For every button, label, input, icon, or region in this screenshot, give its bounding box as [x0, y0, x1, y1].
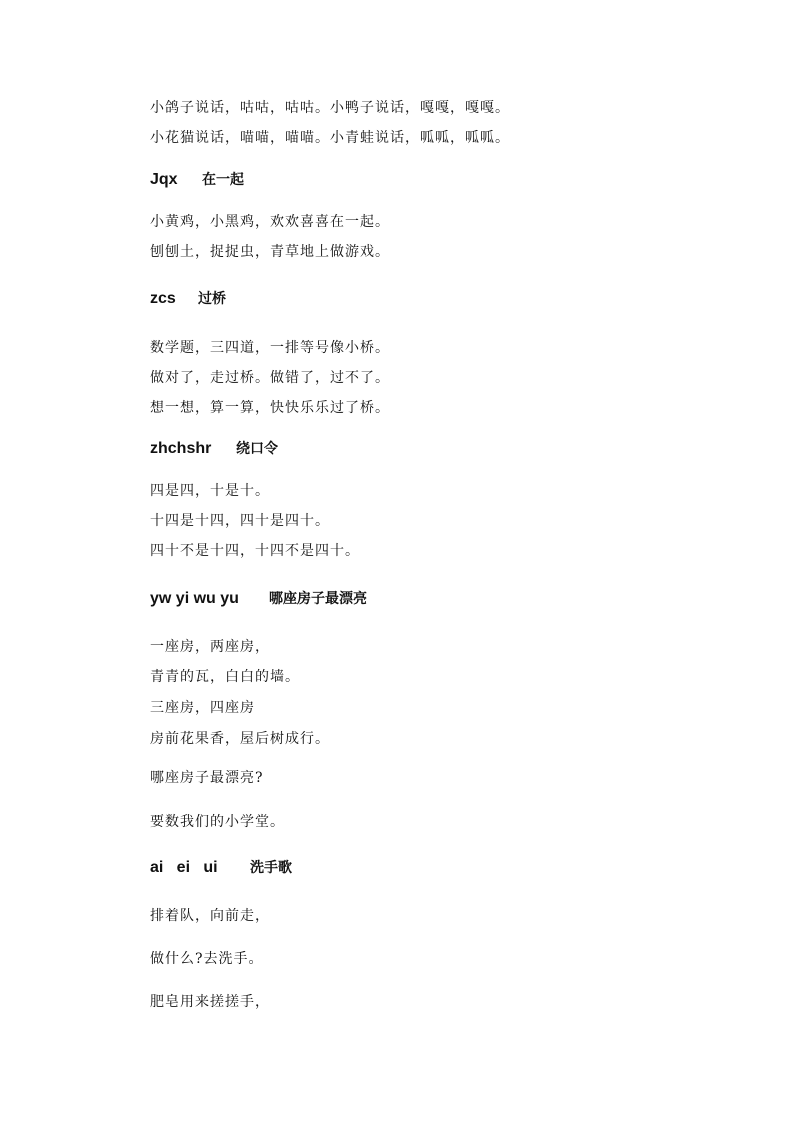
heading-title: 洗手歌	[250, 860, 292, 876]
section-heading	[150, 170, 244, 190]
section-heading	[150, 439, 278, 459]
heading-title: 绕口令	[236, 441, 278, 457]
text-line: 十四是十四，四十是四十。	[150, 513, 330, 529]
text-line: 做什么?去洗手。	[150, 951, 264, 967]
heading-pinyin: Jqx	[150, 171, 178, 188]
text-line: 小鸽子说话，咕咕，咕咕。小鸭子说话，嘎嘎，嘎嘎。	[150, 100, 510, 116]
heading-title: 过桥	[198, 291, 226, 307]
text-line: 数学题，三四道，一排等号像小桥。	[150, 340, 390, 356]
text-line: 房前花果香，屋后树成行。	[150, 731, 330, 747]
text-line: 肥皂用来搓搓手，	[150, 994, 270, 1010]
section-heading	[150, 589, 367, 609]
text-line: 小花猫说话，喵喵，喵喵。小青蛙说话，呱呱，呱呱。	[150, 130, 510, 146]
heading-pinyin: ai ei ui	[150, 859, 218, 876]
text-line: 四是四，十是十。	[150, 483, 270, 499]
text-line: 想一想，算一算，快快乐乐过了桥。	[150, 400, 390, 416]
text-line: 小黄鸡，小黑鸡，欢欢喜喜在一起。	[150, 214, 390, 230]
section-heading	[150, 858, 292, 878]
text-line: 哪座房子最漂亮?	[150, 770, 264, 786]
text-line: 三座房，四座房	[150, 700, 255, 716]
text-line: 一座房，两座房，	[150, 639, 270, 655]
heading-pinyin: zhchshr	[150, 440, 212, 457]
section-heading	[150, 289, 226, 309]
text-line: 要数我们的小学堂。	[150, 814, 285, 830]
heading-title: 哪座房子最漂亮	[269, 591, 367, 607]
heading-title: 在一起	[202, 172, 244, 188]
heading-pinyin: yw yi wu yu	[150, 590, 239, 607]
text-line: 做对了，走过桥。做错了，过不了。	[150, 370, 390, 386]
text-line: 四十不是十四，十四不是四十。	[150, 543, 360, 559]
text-line: 刨刨土，捉捉虫，青草地上做游戏。	[150, 244, 390, 260]
text-line: 青青的瓦，白白的墙。	[150, 669, 300, 685]
heading-pinyin: zcs	[150, 290, 176, 307]
text-line: 排着队，向前走，	[150, 908, 270, 924]
